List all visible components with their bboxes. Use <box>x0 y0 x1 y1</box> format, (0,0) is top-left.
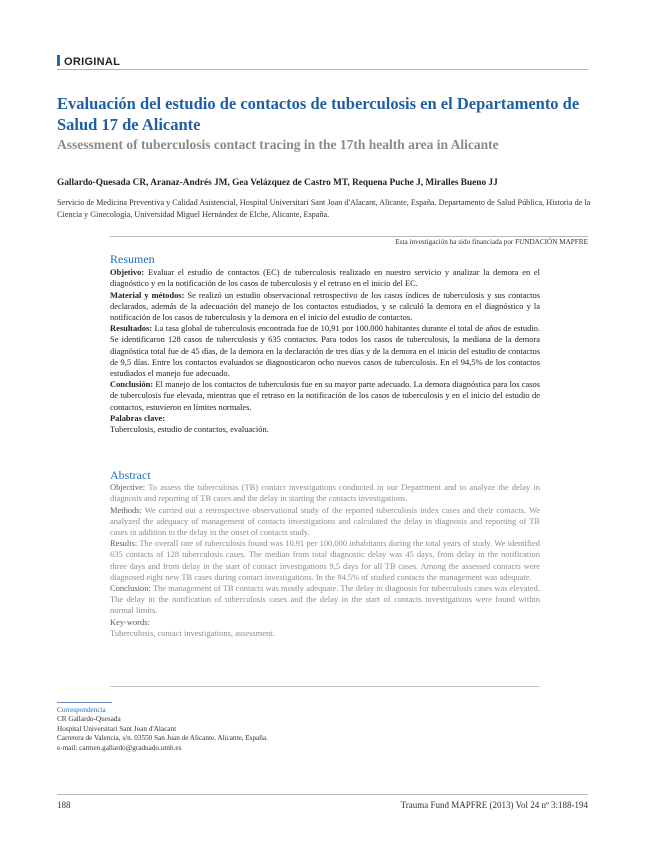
affiliation: Servicio de Medicina Preventiva y Calidad Asistencial, Hospital Universitari Sant Joan d'Alacant, Alicante, España. Departamento de Salud Pública, Historia de la Ciencia y Ginecología, Universidad Miguel Hernández de Elche, Alicante, España. <box>57 198 591 219</box>
correspondence-block <box>57 706 357 753</box>
correspondence-name: CR Gallardo-Quesada <box>57 715 121 724</box>
conclusion-label: Conclusión: <box>110 379 154 390</box>
conclusion-text: El manejo de los contactos de tuberculosis fue en su mayor parte adecuado. La demora diagnóstica para los casos de tuberculosis fue elevada, mientras que el retraso en la notificación de los casos de tuberculosis y en el inicio del estudio de contactos, estuvieron en límites normales. <box>110 379 540 412</box>
journal-citation: Trauma Fund MAPFRE (2013) Vol 24 nº 3:188-194 <box>400 800 588 810</box>
abstract-heading: Abstract <box>110 468 151 482</box>
abstract-methods <box>110 505 540 539</box>
resumen-section <box>110 254 540 435</box>
resultados-label: Resultados: <box>110 323 153 334</box>
conclusion-en-text: The management of TB contacts was mostly adequate. The delay in diagnosis for tuberculosis cases was elevated. The delay in the notification of tuberculosis cases and the delay in the start of contacts investigations were found within normal limits. <box>110 583 540 616</box>
abstract-objective <box>110 482 540 504</box>
resumen-resultados <box>110 323 540 379</box>
keywords-en-label: Key-words: <box>110 616 150 627</box>
title-spanish: Evaluación del estudio de contactos de tuberculosis en el Departamento de Salud 17 de Alicante <box>57 94 580 134</box>
footer-rule <box>57 794 588 795</box>
abstract-keywords: Tuberculosis, contact investigations, assessment. <box>110 627 275 638</box>
results-label: Results: <box>110 538 138 549</box>
funding-note: Esta investigación ha sido financiada por FUNDACIÓN MAPFRE <box>110 236 588 246</box>
conclusion-en-label: Conclusion: <box>110 583 151 594</box>
abstract-conclusion <box>110 583 540 617</box>
metodos-text: Se realizó un estudio observacional retrospectivo de los casos índices de tuberculosis y sus contactos declarados, además de la adecuación del manejo de los contactos estudiados, y se calculó la demora en el diagnóstico y la notificación de los casos de tuberculosis y la demora en el inicio del estudio de contactos. <box>110 289 540 323</box>
abstract-keywords-label <box>110 617 540 628</box>
correspondence-heading: Correspondencia <box>57 706 106 714</box>
section-label-text: ORIGINAL <box>64 56 121 68</box>
resumen-conclusion <box>110 379 540 413</box>
abstract-results <box>110 538 540 583</box>
metodos-label: Material y métodos: <box>110 289 185 300</box>
header-rule <box>57 69 588 70</box>
section-label <box>57 55 120 68</box>
correspondence-address: Carretera de Valencia, s/n. 03550 San Juan de Alicante, Alicante, España. <box>57 734 268 743</box>
resultados-text: La tasa global de tuberculosis encontrada fue de 10,91 por 100.000 habitantes durante el total de años de estudio. Se identificaron 128 casos de tuberculosis y 635 contactos. Para todos los casos de tuberculosis, la mediana de la demora diagnóstica total fue de 45 días, de la demora en la declaración de tres días y de la demora en el inicio del estudio de contactos de 9,5 días. Entre los contactos evaluados se diagnosticaron ocho nuevos casos de tuberculosis. En el 94,5% de los contactos estudiados el manejo fue adecuado. <box>110 323 540 379</box>
correspondence-rule <box>57 702 112 703</box>
resumen-objetivo <box>110 267 540 289</box>
resumen-keywords: Tuberculosis, estudio de contactos, evaluación. <box>110 424 269 435</box>
resumen-metodos <box>110 290 540 324</box>
objective-text: To assess the tuberculosis (TB) contact investigations conducted in our Department and to analyze the delay in diagnosis and reporting of TB cases and the delay in starting the contacts investigations. <box>110 482 540 504</box>
title-english: Assessment of tuberculosis contact tracing in the 17th health area in Alicante <box>57 137 499 152</box>
abstract-rule <box>110 686 540 687</box>
methods-label: Methods: <box>110 504 142 515</box>
resumen-heading: Resumen <box>110 252 155 266</box>
correspondence-hospital: Hospital Universitari Sant Joan d'Alacant <box>57 724 177 733</box>
methods-text: We carried out a retrospective observational study of the reported tuberculosis index cases and their contacts. We analyzed the adequacy of management of contacts investigations and calculated the delay in diagnosis and reporting of TB cases in addition to the delay in the onset of contacts study. <box>110 504 540 538</box>
author-list: Gallardo-Quesada CR, Aranaz-Andrés JM, Gea Velázquez de Castro MT, Requena Puche J, Miralles Bueno JJ <box>57 178 498 188</box>
objetivo-text: Evaluar el estudio de contactos (EC) de tuberculosis realizado en nuestro servicio y analizar la demora en el diagnóstico y en la notificación de los casos de tuberculosis y el retraso en el inicio del EC. <box>110 267 540 289</box>
correspondence-email[interactable]: e-mail: carmen.gallardo@graduado.umh.es <box>57 743 182 752</box>
page-number: 188 <box>57 800 71 810</box>
keywords-label: Palabras clave: <box>110 412 166 423</box>
objective-label: Objective: <box>110 482 146 493</box>
abstract-section <box>110 470 540 639</box>
objetivo-label: Objetivo: <box>110 267 145 278</box>
results-text: The overall rate of tuberculosis found was 10.91 per 100,000 inhabitants during the total years of study. We identified 635 contacts of 128 tuberculosis cases. The median from total diagnostic delay was 45 days, from delay in the notification three days and from delay in the start of contact investigations 9,5 days for all TB cases. Among the assessed contacts were diagnosed eight new TB cases during contact investigations. In the 94.5% of studied contacts the management was adequate. <box>110 538 540 582</box>
resumen-keywords-label <box>110 413 540 424</box>
